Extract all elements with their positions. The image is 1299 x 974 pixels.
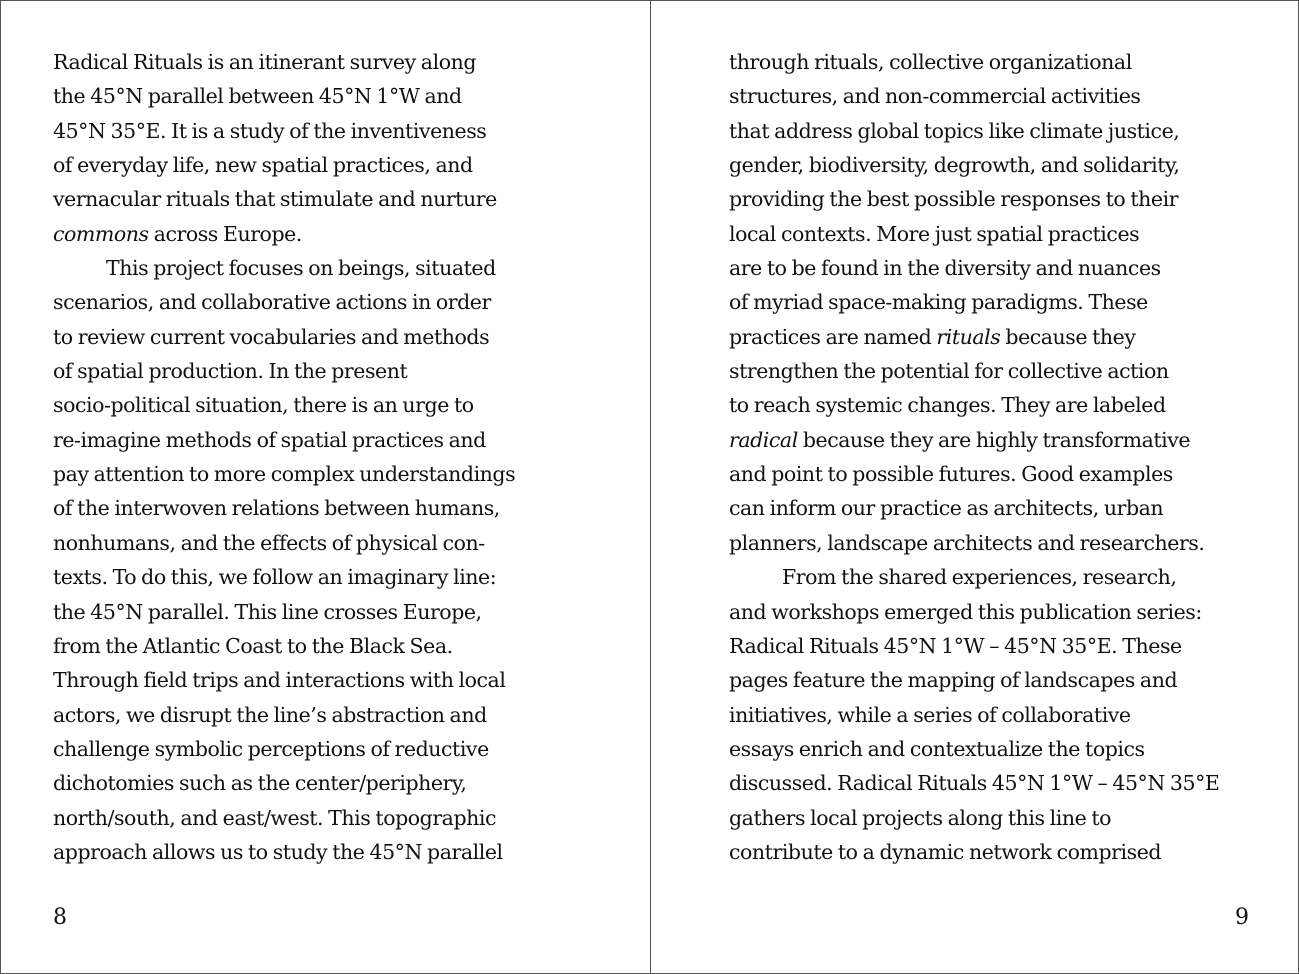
text-line: and point to possible futures. Good examples xyxy=(729,462,1173,487)
text-line: of myriad space-making paradigms. These xyxy=(729,290,1148,315)
text-line-segment: across Europe. xyxy=(148,221,302,246)
text-line: From the shared experiences, research, xyxy=(782,565,1177,590)
text-line: This project focuses on beings, situated xyxy=(106,256,496,281)
text-line: the 45°N parallel. This line crosses Europe, xyxy=(53,599,482,624)
italic-term: radical xyxy=(729,427,798,452)
text-line: approach allows us to study the 45°N parallel xyxy=(53,839,503,864)
text-line: can inform our practice as architects, urban xyxy=(729,496,1164,521)
text-line: Radical Rituals 45°N 1°W – 45°N 35°E. These xyxy=(729,633,1182,658)
left-page-body-text xyxy=(53,45,593,869)
text-line: discussed. Radical Rituals 45°N 1°W – 45°N 35°E xyxy=(729,771,1220,796)
text-line: vernacular rituals that stimulate and nurture xyxy=(53,187,497,212)
text-line xyxy=(729,320,1269,354)
text-line: dichotomies such as the center/periphery, xyxy=(53,771,467,796)
text-line: actors, we disrupt the line’s abstraction and xyxy=(53,702,487,727)
text-line: of everyday life, new spatial practices, and xyxy=(53,153,473,178)
text-line: are to be found in the diversity and nuances xyxy=(729,256,1161,281)
text-line: that address global topics like climate justice, xyxy=(729,118,1180,143)
text-line: essays enrich and contextualize the topics xyxy=(729,736,1145,761)
italic-term: rituals xyxy=(936,324,1001,349)
text-line: scenarios, and collaborative actions in order xyxy=(53,290,491,315)
left-page-number: 8 xyxy=(53,905,67,930)
text-line: north/south, and east/west. This topographic xyxy=(53,805,497,830)
text-line xyxy=(53,217,593,251)
text-line: challenge symbolic perceptions of reductive xyxy=(53,736,489,761)
text-line: pages feature the mapping of landscapes and xyxy=(729,668,1178,693)
text-line: gathers local projects along this line to xyxy=(729,805,1112,830)
text-line: the 45°N parallel between 45°N 1°W and xyxy=(53,84,462,109)
right-page-body-text xyxy=(729,45,1269,869)
text-line: texts. To do this, we follow an imaginary line: xyxy=(53,565,497,590)
text-line: strengthen the potential for collective action xyxy=(729,359,1169,384)
italic-term: commons xyxy=(53,221,149,246)
text-line: of the interwoven relations between humans, xyxy=(53,496,500,521)
text-line: nonhumans, and the effects of physical con- xyxy=(53,530,485,555)
text-line: 45°N 35°E. It is a study of the inventiveness xyxy=(53,118,487,143)
right-page-number: 9 xyxy=(1235,905,1249,930)
text-line: initiatives, while a series of collaborative xyxy=(729,702,1131,727)
text-line: re-imagine methods of spatial practices and xyxy=(53,427,486,452)
text-line: to reach systemic changes. They are labeled xyxy=(729,393,1166,418)
text-line xyxy=(729,423,1269,457)
text-line-segment: practices are named xyxy=(729,324,937,349)
text-line: Radical Rituals is an itinerant survey along xyxy=(53,50,477,74)
text-line: local contexts. More just spatial practices xyxy=(729,221,1140,246)
text-line: Through field trips and interactions with local xyxy=(53,668,506,693)
text-line: providing the best possible responses to their xyxy=(729,187,1179,212)
text-line: planners, landscape architects and researchers. xyxy=(729,530,1205,555)
text-line: contribute to a dynamic network comprised xyxy=(729,839,1162,864)
text-line: to review current vocabularies and methods xyxy=(53,324,490,349)
left-page xyxy=(1,1,650,973)
text-line-segment: because they xyxy=(1000,324,1136,349)
text-line: and workshops emerged this publication series: xyxy=(729,599,1202,624)
text-line: from the Atlantic Coast to the Black Sea. xyxy=(53,633,453,658)
text-line: through rituals, collective organizational xyxy=(729,50,1132,74)
text-line: structures, and non-commercial activities xyxy=(729,84,1141,109)
text-line-segment: because they are highly transformative xyxy=(797,427,1191,452)
text-line: pay attention to more complex understandings xyxy=(53,462,516,487)
text-line: of spatial production. In the present xyxy=(53,359,408,384)
text-line: gender, biodiversity, degrowth, and solidarity, xyxy=(729,153,1180,178)
text-line: socio-political situation, there is an urge to xyxy=(53,393,474,418)
right-page xyxy=(651,1,1298,973)
